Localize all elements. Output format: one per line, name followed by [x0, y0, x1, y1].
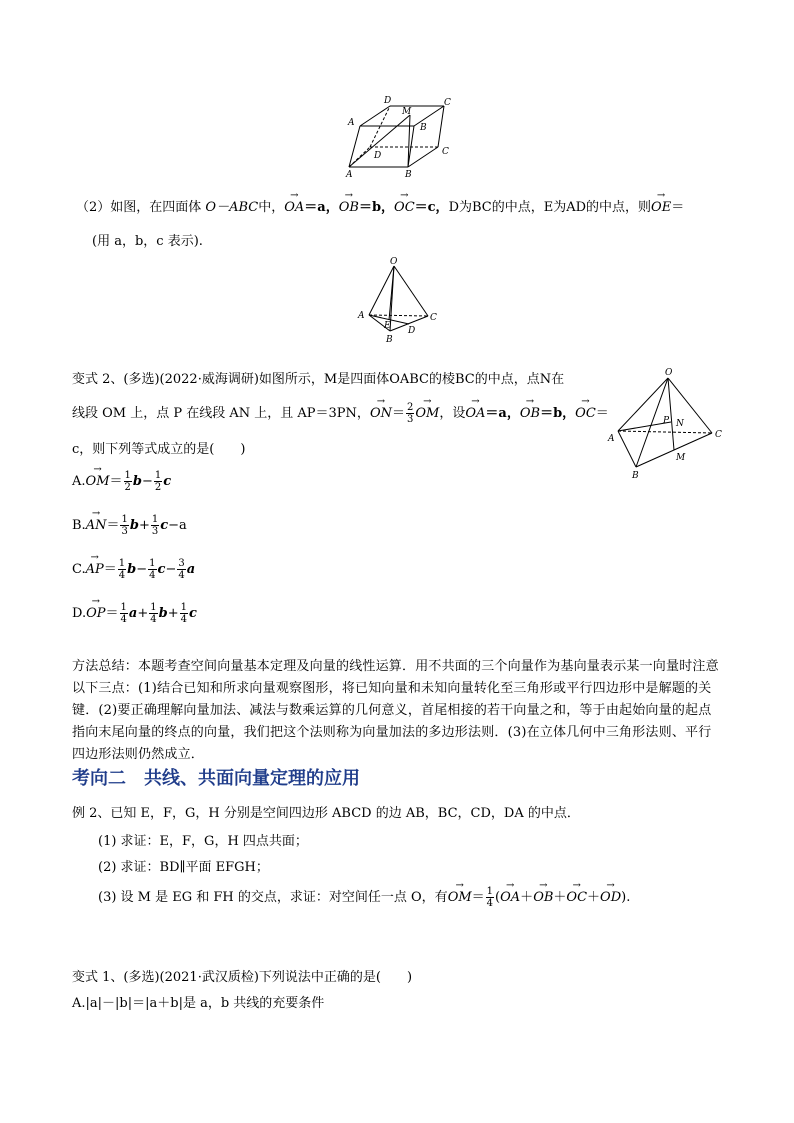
vector-ob: → OB: [520, 406, 540, 421]
vector-oc: → OC: [566, 890, 587, 905]
q2-line1: （2）如图，在四面体 O－ABC中，→ OA＝a，→ OB＝b，→ OC＝c，D为BC的中点，E为AD的中点，则→ OE＝: [76, 196, 684, 215]
variant2-line3: c，则下列等式成立的是( ): [72, 442, 246, 457]
fig1-label-d: D: [374, 151, 382, 161]
fig1-label-m: M: [402, 107, 412, 117]
option-a[interactable]: A.→ OM＝ $\frac{1}{2}$ b− $\frac{1}{2}$ c: [72, 470, 171, 493]
vector-ob: → OB: [339, 200, 359, 215]
vector-ob: → OB: [533, 890, 553, 905]
option-vector: → AP: [86, 562, 104, 577]
vector-om: → OM: [448, 890, 472, 905]
fraction: $\frac{1}{4}$: [486, 886, 494, 909]
fig2-label-b: B: [386, 335, 393, 345]
fig2-label-c: C: [430, 313, 437, 323]
option-letter: C.: [72, 562, 86, 577]
fig3-label-o: O: [665, 368, 673, 378]
fig3-label-n: N: [676, 419, 684, 429]
vector-oe: → OE: [651, 200, 671, 215]
fraction: $\frac{2}{3}$: [407, 402, 414, 425]
figure-tetrahedron-1: [350, 256, 450, 346]
figure-tetrahedron-2: [604, 364, 734, 482]
example2-part1: (1) 求证：E，F，G，H 四点共面；: [98, 834, 308, 849]
fraction: $\frac{1}{4}$: [149, 558, 156, 581]
option-c[interactable]: C.→ AP＝ $\frac{1}{4}$ b− $\frac{1}{4}$ c− $\frac{3}{4}$ a: [72, 558, 195, 581]
option-b[interactable]: B.→ AN＝ $\frac{1}{3}$ b+ $\frac{1}{3}$ c−a: [72, 514, 187, 537]
example2-part2: (2) 求证：BD∥平面 EFGH；: [98, 860, 269, 875]
fig2-label-a: A: [358, 311, 365, 321]
example2-stem: 例 2、已知 E，F，G，H 分别是空间四边形 ABCD 的边 AB，BC，CD，DA 的中点．: [72, 806, 580, 821]
option-d[interactable]: D.→ OP＝ $\frac{1}{4}$ a+ $\frac{1}{4}$ b+ $\frac{1}{4}$ c: [72, 602, 197, 625]
variant1-line1: 变式 1、(多选)(2021·武汉质检)下列说法中正确的是( ): [72, 970, 413, 985]
section-heading: 考向二 共线、共面向量定理的应用: [72, 768, 360, 789]
vector-om: → OM: [415, 406, 439, 421]
fig1-label-a: A: [346, 170, 353, 180]
variant2-line2: 线段 OM 上，点 P 在线段 AN 上，且 AP＝3PN，→ ON＝ $\frac{2}{3}$ → OM，设→ OA＝a，→ OB＝b，→ OC＝: [72, 402, 609, 425]
fig1-label-c: C: [442, 147, 449, 157]
vector-oa: → OA: [465, 406, 485, 421]
fig3-label-a: A: [608, 434, 615, 444]
vector-od: → OD: [600, 890, 621, 905]
option-letter: D.: [72, 606, 87, 621]
fig3-label-m: M: [676, 453, 686, 463]
figure-parallelepiped: [340, 94, 460, 180]
example2-part3: (3) 设 M 是 EG 和 FH 的交点，求证：对空间任一点 O，有→ OM＝ $\frac{1}{4}$ (→ OA＋→ OB＋→ OC＋→ OD).: [98, 886, 630, 909]
fig2-label-d: D: [408, 326, 416, 336]
variant2-line1: 变式 2、(多选)(2022·威海调研)如图所示，M是四面体OABC的棱BC的中点，点N在: [72, 372, 565, 387]
fraction: $\frac{1}{3}$: [121, 514, 128, 537]
fig2-label-o: O: [390, 257, 398, 267]
variant1-option-a: A.|a|－|b|＝|a＋b|是 a，b 共线的充要条件: [72, 996, 325, 1011]
fraction: $\frac{1}{4}$: [150, 602, 157, 625]
vector-oa: → OA: [284, 200, 304, 215]
option-vector: → OM: [86, 474, 110, 489]
vector-oa: → OA: [500, 890, 520, 905]
option-letter: B.: [72, 518, 86, 533]
fraction: $\frac{1}{2}$: [124, 470, 131, 493]
fig1-label-a1: A: [348, 118, 355, 128]
fig2-label-e: E: [384, 321, 391, 331]
fig1-label-b: B: [405, 170, 412, 180]
fraction: $\frac{1}{4}$: [180, 602, 187, 625]
fraction: $\frac{1}{4}$: [120, 602, 127, 625]
vector-oc: → OC: [394, 200, 415, 215]
fraction: $\frac{1}{4}$: [118, 558, 126, 581]
fraction: $\frac{3}{4}$: [178, 558, 185, 581]
option-letter: A.: [72, 474, 86, 489]
fig1-label-d1: D: [384, 96, 392, 106]
method-summary: 方法总结：本题考查空间向量基本定理及向量的线性运算．用不共面的三个向量作为基向量表示某一向量时注意以下三点：(1)结合已知和所求向量观察图形，将已知向量和未知向量转化至三角形或平行四边形中是解题的关键．(2)要正确理解向量加法、减法与数乘运算的几何意义，首尾相接的若干向量之和，等于由起始向量的起点指向末尾向量的终点的向量，我们把这个法则称为向量加法的多边形法则．(3)在立体几何中三角形法则、平行四边形法则仍然成立．: [72, 659, 719, 762]
fig1-label-c1: C: [444, 98, 451, 108]
fig1-label-b1: B: [420, 123, 427, 133]
vector-on: → ON: [370, 406, 392, 421]
vector-oc: → OC: [575, 406, 596, 421]
fig3-label-p: P: [663, 416, 670, 426]
fraction: $\frac{1}{2}$: [154, 470, 162, 493]
fraction: $\frac{1}{3}$: [151, 514, 159, 537]
fig3-label-c: C: [715, 430, 722, 440]
q2-line2: (用 a，b，c 表示).: [92, 234, 203, 249]
option-vector: → AN: [86, 518, 107, 533]
option-vector: → OP: [86, 606, 105, 621]
fig3-label-b: B: [632, 471, 639, 481]
